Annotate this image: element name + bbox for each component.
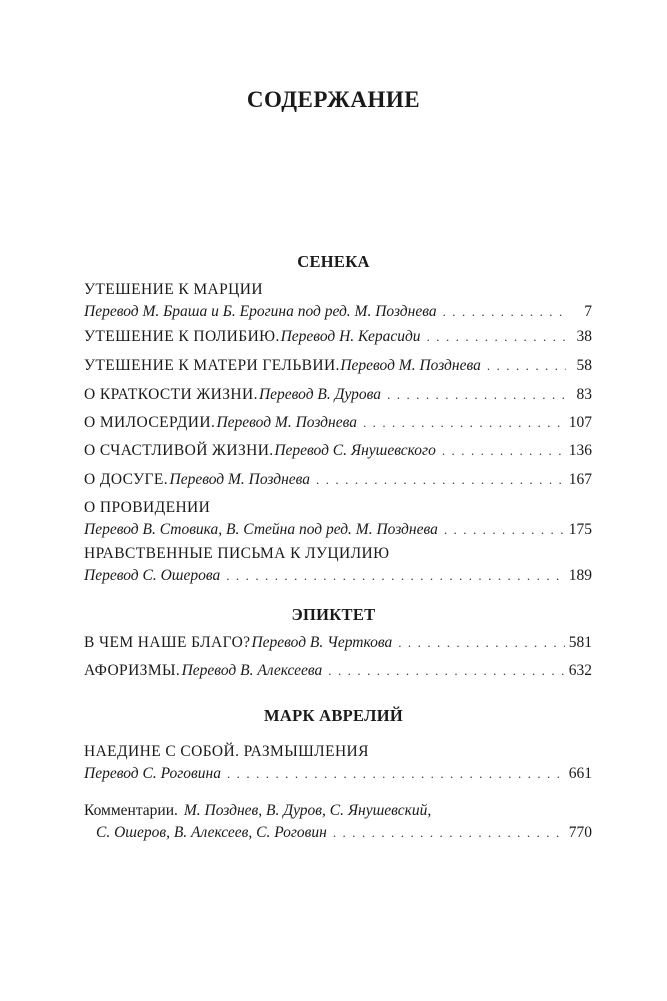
entry-translator: Перевод М. Позднева xyxy=(340,357,481,374)
page-number: 770 xyxy=(568,824,592,841)
commentary-label: Комментарии. xyxy=(84,802,178,819)
entry-title: О МИЛОСЕРДИИ. xyxy=(84,414,216,431)
page-number: 38 xyxy=(576,328,592,345)
leader-dots xyxy=(444,519,565,541)
entry-title: НРАВСТВЕННЫЕ ПИСЬМА К ЛУЦИЛИЮ xyxy=(84,545,390,562)
entry-translator: Перевод С. Янушевского xyxy=(274,442,436,459)
toc-entry-our-good[interactable] xyxy=(84,632,592,654)
entry-title: УТЕШЕНИЕ К МАТЕРИ ГЕЛЬВИИ. xyxy=(84,357,340,374)
entry-title: О ДОСУГЕ. xyxy=(84,471,169,488)
commentary-authors-line-1: М. Позднев, В. Дуров, С. Янушевский, xyxy=(183,802,432,819)
section-heading-marcus-aurelius: МАРК АВРЕЛИЙ xyxy=(263,706,403,725)
toc-entry-happy-life[interactable] xyxy=(84,440,592,462)
entry-title: О КРАТКОСТИ ЖИЗНИ. xyxy=(84,386,258,403)
section-heading-epictetus: ЭПИКТЕТ xyxy=(291,605,376,624)
entry-translator: Перевод М. Браша и Б. Ерогина под ред. М. Позднева xyxy=(84,303,437,320)
leader-dots xyxy=(333,822,565,844)
entry-title: НАЕДИНЕ С СОБОЙ. РАЗМЫШЛЕНИЯ xyxy=(84,743,369,760)
leader-dots xyxy=(227,763,565,785)
leader-dots xyxy=(226,565,565,587)
page-number: 7 xyxy=(584,303,592,320)
page-number: 581 xyxy=(568,634,592,651)
leader-dots xyxy=(442,440,565,462)
entry-translator: Перевод В. Черткова xyxy=(251,634,393,651)
page-number: 632 xyxy=(568,662,592,679)
toc-entry-consolation-marcia[interactable] xyxy=(84,279,592,323)
leader-dots xyxy=(316,469,565,491)
toc-entry-moral-letters[interactable] xyxy=(84,543,592,587)
section-heading-seneca: СЕНЕКА xyxy=(297,252,370,271)
leader-dots xyxy=(328,660,564,682)
page-number: 107 xyxy=(568,414,592,431)
leader-dots xyxy=(427,326,566,348)
entry-title: О СЧАСТЛИВОЙ ЖИЗНИ. xyxy=(84,442,274,459)
entry-title: О ПРОВИДЕНИИ xyxy=(84,499,211,516)
entry-translator: Перевод В. Алексеева xyxy=(181,662,323,679)
entry-title: УТЕШЕНИЕ К ПОЛИБИЮ. xyxy=(84,328,280,345)
leader-dots xyxy=(387,384,566,406)
toc-entry-clemency[interactable] xyxy=(84,412,592,434)
page-number: 175 xyxy=(568,521,592,538)
page-number: 136 xyxy=(568,442,592,459)
entry-translator: Перевод С. Ошерова xyxy=(84,567,221,584)
page-number: 661 xyxy=(568,765,592,782)
page-number: 58 xyxy=(576,357,592,374)
toc-entry-brevity-of-life[interactable] xyxy=(84,384,592,406)
entry-translator: Перевод М. Позднева xyxy=(169,471,311,488)
entry-translator: Перевод В. Дурова xyxy=(258,386,382,403)
toc-entry-meditations[interactable] xyxy=(84,741,592,785)
page-title: СОДЕРЖАНИЕ xyxy=(246,87,421,112)
page-number: 189 xyxy=(568,567,592,584)
leader-dots xyxy=(443,301,566,323)
entry-title: УТЕШЕНИЕ К МАРЦИИ xyxy=(84,281,263,298)
entry-translator: Перевод С. Роговина xyxy=(84,765,221,782)
entry-title: В ЧЕМ НАШЕ БЛАГО? xyxy=(84,634,251,651)
toc-entry-aphorisms[interactable] xyxy=(84,660,592,682)
leader-dots xyxy=(363,412,565,434)
toc-entry-consolation-helvia[interactable] xyxy=(84,355,592,377)
entry-translator: Перевод Н. Керасиди xyxy=(280,328,421,345)
toc-entry-providence[interactable] xyxy=(84,497,592,541)
page-number: 167 xyxy=(568,471,592,488)
leader-dots xyxy=(398,632,565,654)
toc-entry-commentary[interactable] xyxy=(84,800,592,844)
toc-entry-consolation-polybius[interactable] xyxy=(84,326,592,348)
entry-translator: Перевод М. Позднева xyxy=(216,414,357,431)
entry-translator: Перевод В. Стовика, В. Стейна под ред. М. Позднева xyxy=(84,521,438,538)
toc-entry-leisure[interactable] xyxy=(84,469,592,491)
page-number: 83 xyxy=(576,386,592,403)
commentary-authors-line-2: С. Ошеров, В. Алексеев, С. Роговин xyxy=(96,824,327,841)
entry-title: АФОРИЗМЫ. xyxy=(84,662,181,679)
leader-dots xyxy=(487,355,566,377)
